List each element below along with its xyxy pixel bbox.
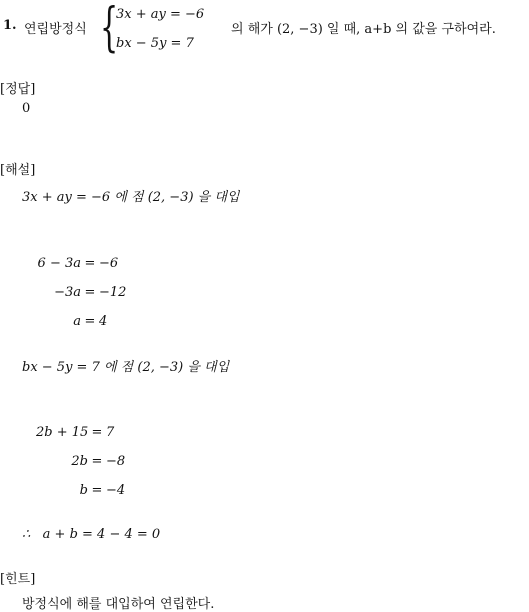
problem-question-text: 의 해가 (2, −3) 일 때, a+b 의 값을 구하여라. (231, 22, 496, 37)
solution-step1-line (36, 314, 107, 329)
solution-step1-line (36, 285, 126, 300)
equation-rhs: −6 (99, 256, 119, 271)
equals-sign: = (84, 285, 96, 300)
solution-conclusion: ∴ a + b = 4 − 4 = 0 (22, 527, 161, 542)
problem-lead-text: 연립방정식 (24, 22, 87, 37)
system-equation-1: 3x + ay = −6 (116, 7, 205, 22)
answer-value: 0 (22, 101, 31, 116)
equals-sign: = (91, 483, 103, 498)
equation-rhs: −8 (106, 454, 126, 469)
answer-heading: [정답] (0, 82, 36, 97)
solution-step2-intro: bx − 5y = 7 에 점 (2, −3) 을 대입 (22, 360, 230, 375)
hint-text: 방정식에 해를 대입하여 연립한다. (22, 597, 215, 612)
solution-step1-line (36, 256, 118, 271)
solution-step2-line (36, 483, 125, 498)
equals-sign: = (91, 454, 103, 469)
problem-number: 1. (3, 18, 17, 33)
equation-lhs: −3a (54, 285, 81, 300)
solution-step1-intro: 3x + ay = −6 에 점 (2, −3) 을 대입 (22, 190, 240, 205)
system-equation-2: bx − 5y = 7 (116, 36, 194, 51)
solution-step2-line (36, 425, 114, 440)
equation-lhs: 2b (71, 454, 88, 469)
solution-step2-line (36, 454, 125, 469)
hint-heading: [힌트] (0, 572, 36, 587)
equation-lhs: a (73, 314, 81, 329)
equation-rhs: 7 (106, 425, 115, 440)
solution-heading: [해설] (0, 163, 36, 178)
equals-sign: = (84, 256, 96, 271)
equals-sign: = (91, 425, 103, 440)
equation-lhs: 2b + 15 (36, 425, 89, 440)
system-brace: { (100, 0, 119, 58)
equation-rhs: 4 (99, 314, 108, 329)
equation-lhs: 6 − 3a (37, 256, 81, 271)
equation-rhs: −4 (106, 483, 126, 498)
equals-sign: = (84, 314, 96, 329)
equation-lhs: b (79, 483, 88, 498)
equation-rhs: −12 (99, 285, 127, 300)
